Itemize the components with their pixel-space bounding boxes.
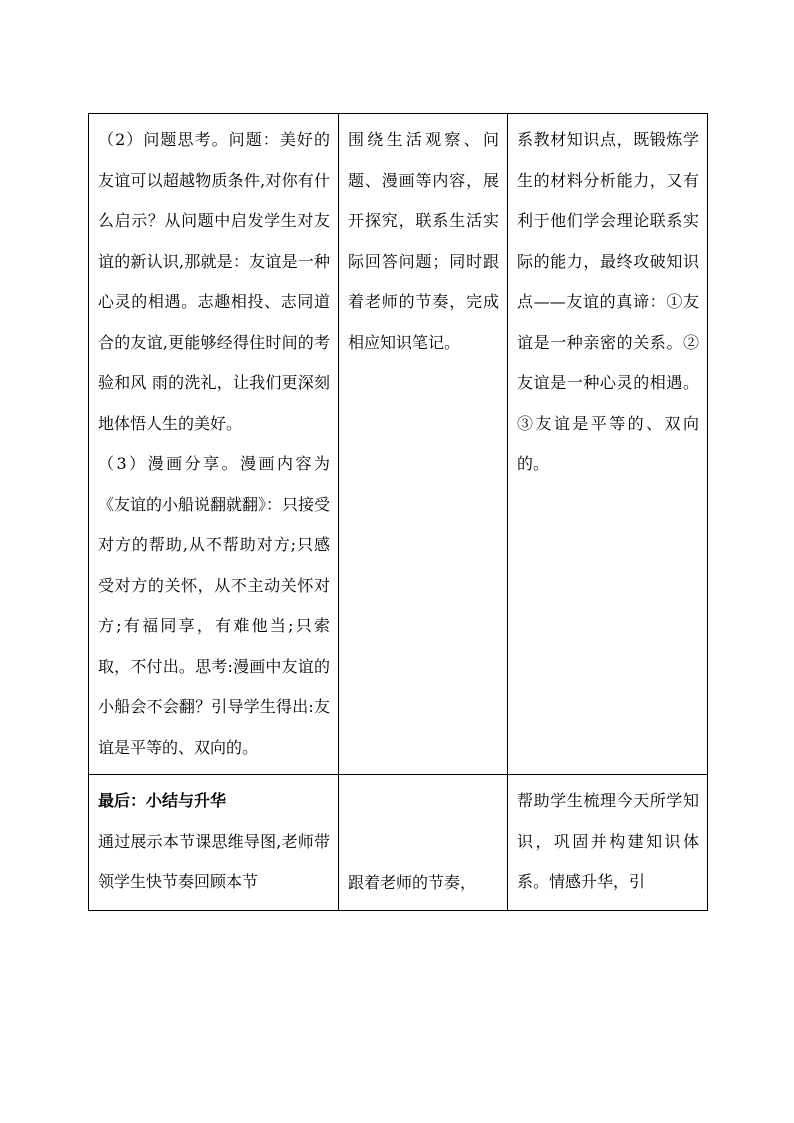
design-intent-text: 帮助学生梳理今天所学知识，巩固并构建知识体系。情感升华，引: [517, 791, 699, 891]
teacher-activity-cell: [89, 775, 339, 911]
cell-spacer: [348, 781, 499, 863]
student-activity-text: 跟着老师的节奏，: [348, 873, 477, 892]
student-activity-cell: [339, 775, 508, 911]
design-intent-cell: [508, 775, 708, 911]
student-activity-text: 围绕生活观察、问题、漫画等内容，展开探究，联系生活实际回答问题；同时跟着老师的节奏，完成相应知识笔记。: [348, 130, 499, 352]
student-activity-cell: [339, 114, 508, 775]
design-intent-cell: [508, 114, 708, 775]
table-row: [89, 775, 708, 911]
summary-paragraph: 通过展示本节课思维导图,老师带领学生快节奏回顾本节: [98, 831, 330, 891]
table-row: [89, 114, 708, 775]
design-intent-text: 系教材知识点，既锻炼学生的材料分析能力，又有利于他们学会理论联系实际的能力，最终攻破知识点——友谊的真谛：①友谊是一种亲密的关系。②友谊是一种心灵的相遇。③友谊是平等的、双向的。: [517, 130, 699, 473]
question-thinking-paragraph: （2）问题思考。问题：美好的友谊可以超越物质条件,对你有什么启示？从问题中启发学生对友谊的新认识,那就是：友谊是一种心灵的相遇。志趣相投、志同道合的友谊,更能够经得住时间的考验和风 雨的洗礼，让我们更深刻地体悟人生的美好。: [98, 130, 330, 433]
section-heading: 最后：小结与升华: [98, 791, 227, 810]
comic-sharing-paragraph: （3）漫画分享。漫画内容为《友谊的小船说翻就翻》：只接受对方的帮助,从不帮助对方;只感受对方的关怀，从不主动关怀对方;有福同享，有难他当;只索取，不付出。思考:漫画中友谊的小船会不会翻？引导学生得出:友谊是平等的、双向的。: [98, 454, 331, 757]
teacher-activity-cell: [89, 114, 339, 775]
lesson-plan-table: [88, 113, 708, 911]
